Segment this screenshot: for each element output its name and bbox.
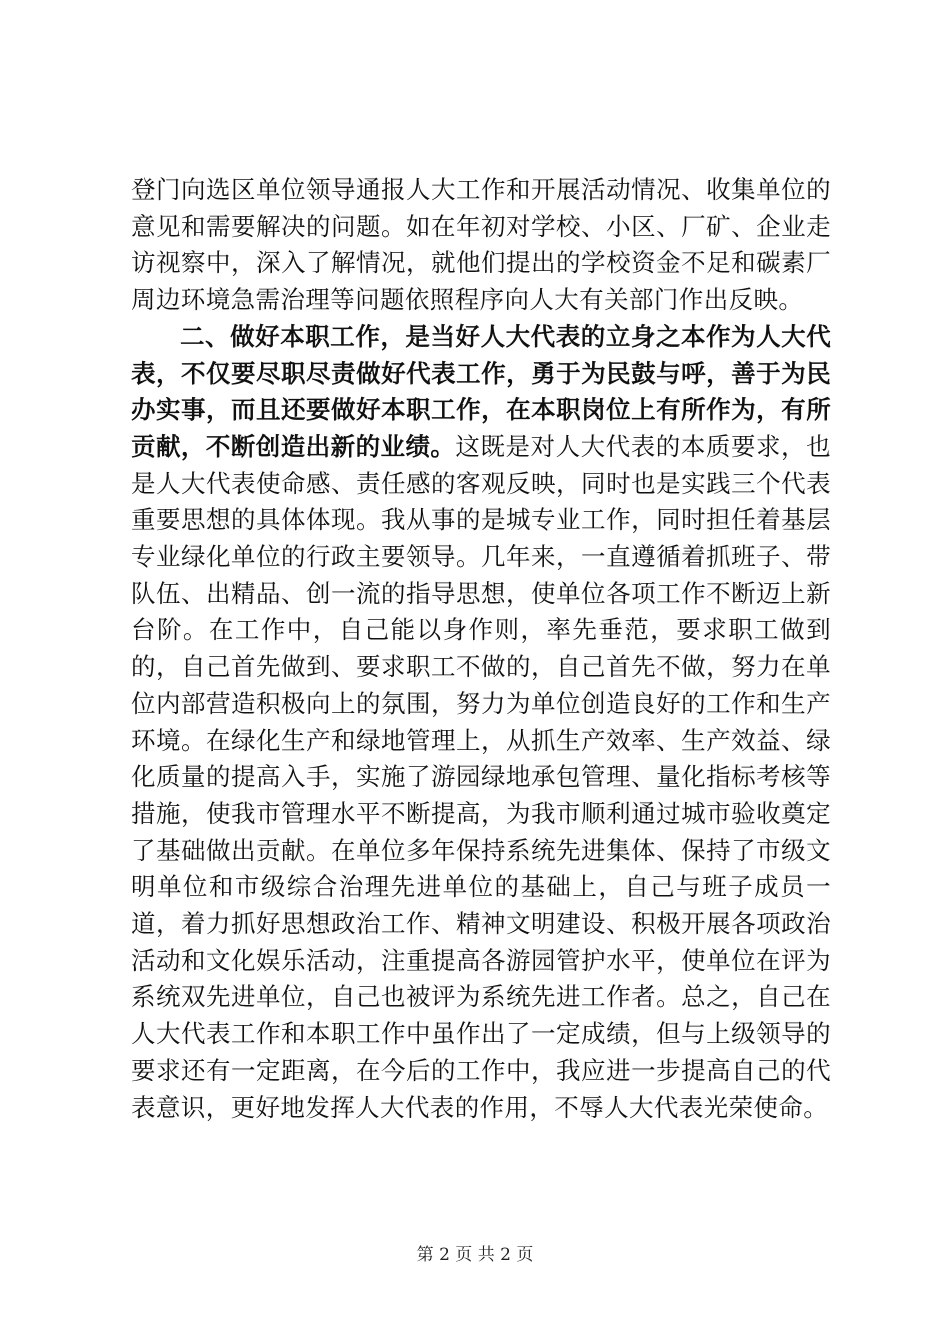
paragraph-2-body: 这既是对人大代表的本质要求，也是人大代表使命感、责任感的客观反映，同时也是实践三个代表重要思想的具体体现。我从事的是城专业工作，同时担任着基层专业绿化单位的行政主要领导。几年来，一直遵循着抓班子、带队伍、出精品、创一流的指导思想，使单位各项工作不断迈上新台阶。在工作中，自己能以身作则，率先垂范，要求职工做到的，自己首先做到、要求职工不做的，自己首先不做，努力在单位内部营造积极向上的氛围，努力为单位创造良好的工作和生产环境。在绿化生产和绿地管理上，从抓生产效率、生产效益、绿化质量的提高入手，实施了游园绿地承包管理、量化指标考核等措施，使我市管理水平不断提高，为我市顺利通过城市验收奠定了基础做出贡献。在单位多年保持系统先进集体、保持了市级文明单位和市级综合治理先进单位的基础上，自己与班子成员一道，着力抓好思想政治工作、精神文明建设、积极开展各项政治活动和文化娱乐活动，注重提高各游园管护水平，使单位在评为系统双先进单位，自己也被评为系统先进工作者。总之，自己在人大代表工作和本职工作中虽作出了一定成绩，但与上级领导的要求还有一定距离，在今后的工作中，我应进一步提高自己的代表意识，更好地发挥人大代表的作用，不辱人大代表光荣使命。	[131, 431, 831, 1122]
page-number-label: 第 2 页 共 2 页	[416, 1245, 534, 1265]
paragraph-1: 登门向选区单位领导通报人大工作和开展活动情况、收集单位的意见和需要解决的问题。如在年初对学校、小区、厂矿、企业走访视察中，深入了解情况，就他们提出的学校资金不足和碳素厂周边环境急需治理等问题依照程序向人大有关部门作出反映。	[131, 175, 831, 315]
paragraph-2	[131, 319, 831, 1126]
paragraph-2-bold-heading: 二、做好本职工作，是当好人大代表的立身之本作为人大代表，不仅要尽职尽责做好代表工作，勇于为民鼓与呼，善于为民办实事，而且还要做好本职工作，在本职岗位上有所作为，有所贡献，不断创造出新的业绩。	[131, 321, 831, 461]
page-footer	[0, 1244, 950, 1266]
document-body	[131, 172, 831, 1126]
